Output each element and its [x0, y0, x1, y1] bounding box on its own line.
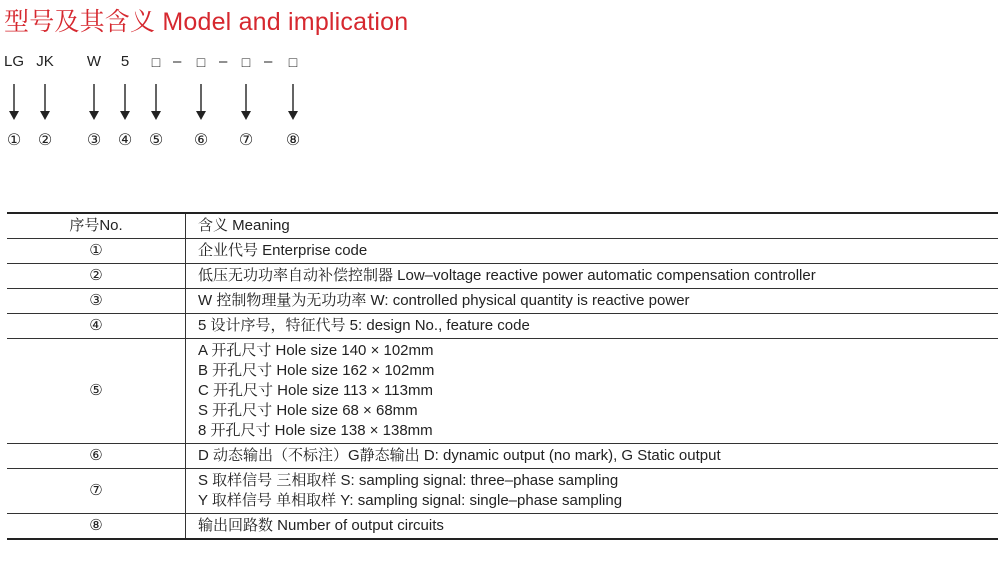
code-number: ⑤	[148, 132, 164, 149]
down-arrow-icon	[39, 84, 51, 120]
row-number: ②	[7, 264, 186, 289]
row-meaning	[186, 469, 999, 514]
table-row	[7, 339, 998, 444]
meaning-line: D 动态输出（不标注）G静态输出 D: dynamic output (no mark), G Static output	[198, 447, 721, 464]
code-segment: 5	[120, 53, 130, 70]
code-column	[30, 52, 60, 150]
table-row	[7, 289, 998, 314]
row-number: ⑦	[7, 469, 186, 514]
meaning-line: A 开孔尺寸 Hole size 140 × 102mm	[198, 342, 434, 359]
code-segment: □	[288, 54, 298, 70]
table-row	[7, 514, 998, 540]
code-number: ②	[37, 132, 53, 149]
meaning-line: 8 开孔尺寸 Hole size 138 × 138mm	[198, 422, 433, 439]
row-number: ①	[7, 239, 186, 264]
row-number: ⑤	[7, 339, 186, 444]
code-column	[110, 52, 140, 150]
code-segment: □	[151, 54, 161, 70]
table-row	[7, 264, 998, 289]
table-header-row	[7, 213, 998, 239]
meaning-line: S 取样信号 三相取样 S: sampling signal: three–phase sampling	[198, 472, 619, 489]
code-number: ④	[117, 132, 133, 149]
table-row	[7, 444, 998, 469]
model-code-diagram	[0, 52, 320, 162]
meaning-line: W 控制物理量为无功功率 W: controlled physical quantity is reactive power	[198, 292, 690, 309]
down-arrow-icon	[8, 84, 20, 120]
header-no: 序号No.	[7, 213, 186, 239]
code-number: ⑥	[193, 132, 209, 149]
code-column	[79, 52, 109, 150]
row-number: ③	[7, 289, 186, 314]
meaning-line: 5 设计序号，特征代号 5: design No., feature code	[198, 317, 530, 334]
code-column	[278, 52, 308, 150]
code-segment: □	[241, 54, 251, 70]
code-separator: –	[219, 53, 228, 70]
row-meaning	[186, 289, 999, 314]
page-title: 型号及其含义 Model and implication	[4, 8, 409, 36]
code-column	[231, 52, 261, 150]
down-arrow-icon	[240, 84, 252, 120]
table-row	[7, 469, 998, 514]
code-column	[0, 52, 29, 150]
meaning-table	[7, 212, 998, 540]
row-meaning	[186, 264, 999, 289]
row-number: ④	[7, 314, 186, 339]
down-arrow-icon	[119, 84, 131, 120]
code-separator: –	[173, 53, 182, 70]
meaning-line: 低压无功功率自动补偿控制器 Low–voltage reactive power automatic compensation controller	[198, 267, 816, 284]
table-row	[7, 314, 998, 339]
down-arrow-icon	[287, 84, 299, 120]
code-number: ⑦	[238, 132, 254, 149]
meaning-line: S 开孔尺寸 Hole size 68 × 68mm	[198, 402, 418, 419]
code-column	[186, 52, 216, 150]
code-separator: –	[264, 53, 273, 70]
code-segment: LG	[3, 53, 24, 70]
header-meaning: 含义 Meaning	[186, 213, 999, 239]
row-number: ⑥	[7, 444, 186, 469]
down-arrow-icon	[88, 84, 100, 120]
code-number: ③	[86, 132, 102, 149]
row-meaning	[186, 444, 999, 469]
code-segment: □	[196, 54, 206, 70]
meaning-line: 企业代号 Enterprise code	[198, 242, 368, 259]
down-arrow-icon	[150, 84, 162, 120]
meaning-line: B 开孔尺寸 Hole size 162 × 102mm	[198, 362, 435, 379]
down-arrow-icon	[195, 84, 207, 120]
code-segment: JK	[36, 53, 54, 70]
row-meaning	[186, 514, 999, 540]
code-column	[141, 52, 171, 150]
meaning-line: 输出回路数 Number of output circuits	[198, 517, 444, 534]
row-meaning	[186, 339, 999, 444]
table-row	[7, 239, 998, 264]
code-number: ⑧	[285, 132, 301, 149]
code-segment: W	[86, 53, 102, 70]
meaning-line: C 开孔尺寸 Hole size 113 × 113mm	[198, 382, 433, 399]
row-meaning	[186, 314, 999, 339]
code-number: ①	[6, 132, 22, 149]
row-meaning	[186, 239, 999, 264]
meaning-line: Y 取样信号 单相取样 Y: sampling signal: single–phase sampling	[198, 492, 623, 509]
row-number: ⑧	[7, 514, 186, 540]
